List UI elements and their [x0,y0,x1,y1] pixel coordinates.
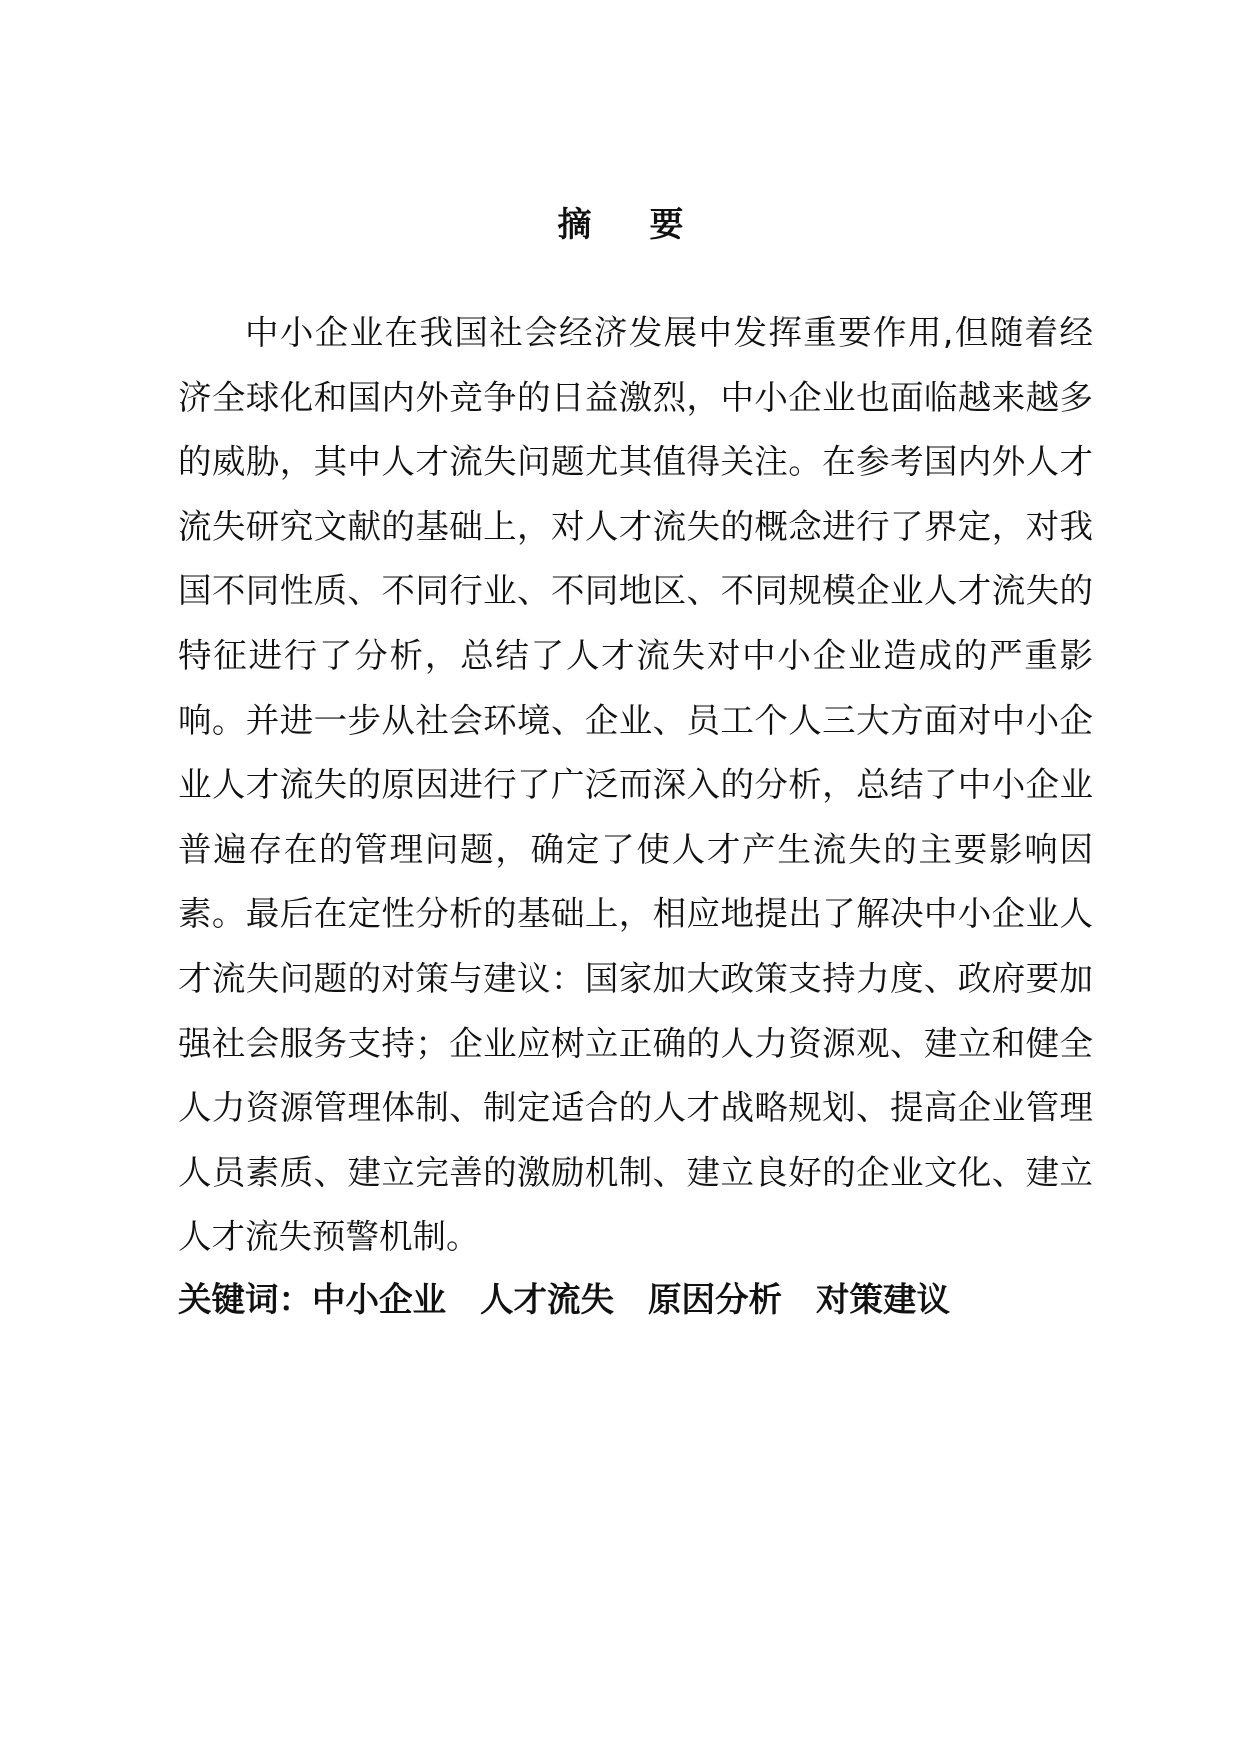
keyword-item: 对策建议 [816,1280,950,1319]
keywords-label: 关键词： [178,1280,312,1319]
keywords-line [178,1275,1093,1325]
keyword-item: 人才流失 [480,1280,614,1319]
abstract-title: 摘要 [557,205,742,245]
abstract-body: 中小企业在我国社会经济发展中发挥重要作用,但随着经济全球化和国内外竞争的日益激烈，中小企业也面临越来越多的威胁，其中人才流失问题尤其值得关注。在参考国内外人才流失研究文献的基础上，对人才流失的概念进行了界定，对我国不同性质、不同行业、不同地区、不同规模企业人才流失的特征进行了分析，总结了人才流失对中小企业造成的严重影响。并进一步从社会环境、企业、员工个人三大方面对中小企业人才流失的原因进行了广泛而深入的分析，总结了中小企业普遍存在的管理问题，确定了使人才产生流失的主要影响因素。最后在定性分析的基础上，相应地提出了解决中小企业人才流失问题的对策与建议：国家加大政策支持力度、政府要加强社会服务支持；企业应树立正确的人力资源观、建立和健全人力资源管理体制、制定适合的人才战略规划、提高企业管理人员素质、建立完善的激励机制、建立良好的企业文化、建立人才流失预警机制。 [178,313,1093,1257]
keyword-item: 原因分析 [648,1280,782,1319]
keyword-item: 中小企业 [312,1280,446,1319]
